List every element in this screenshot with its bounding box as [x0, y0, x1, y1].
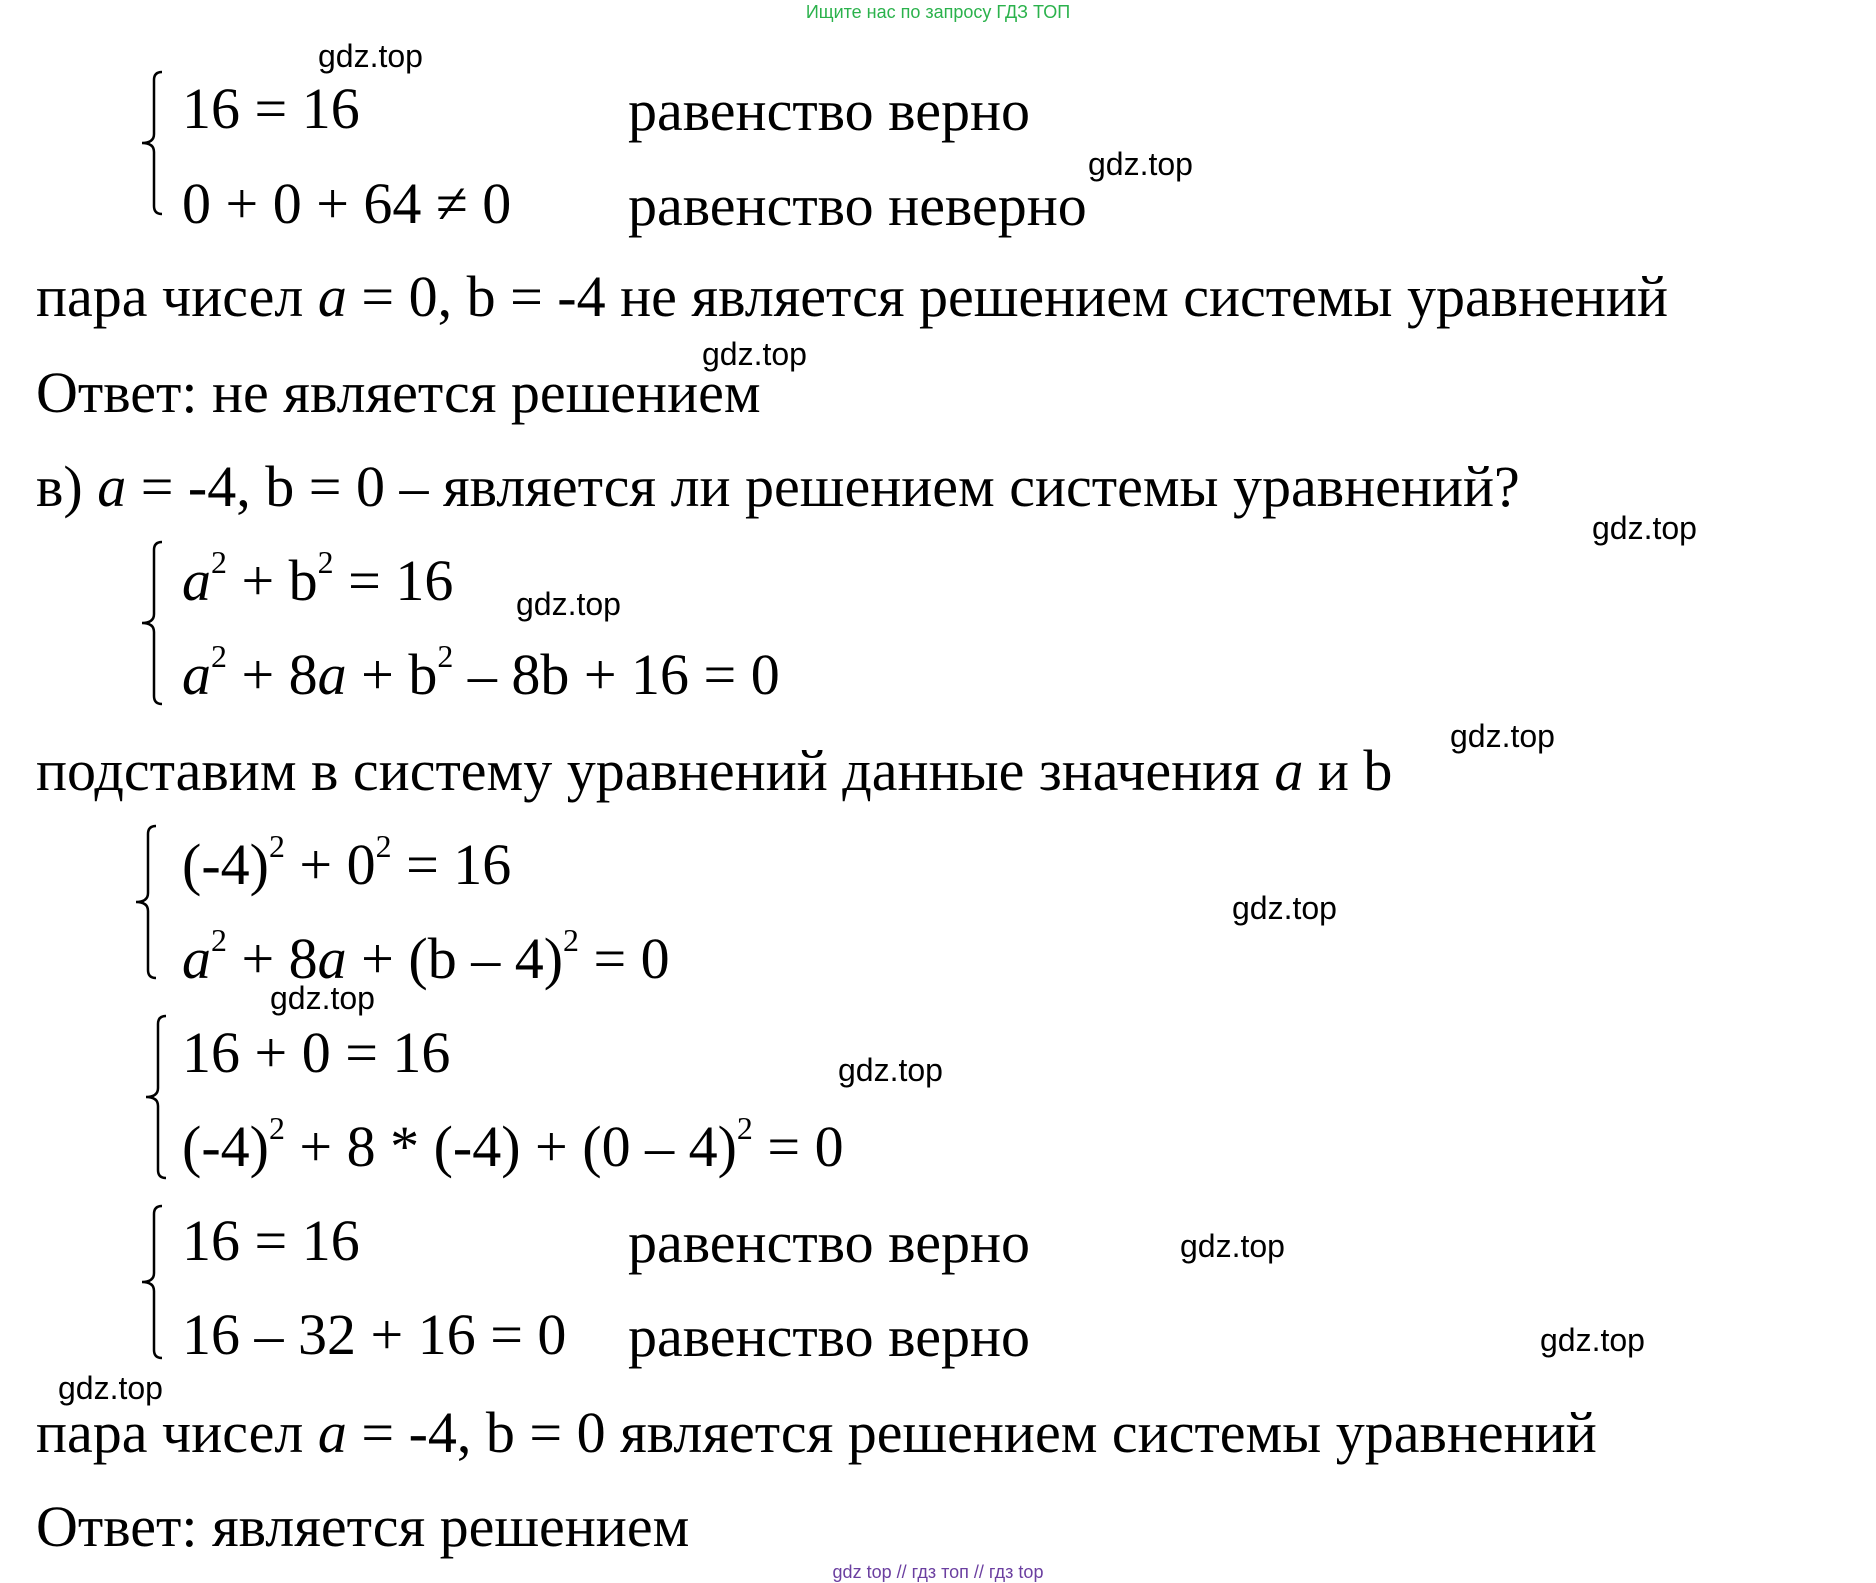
- sys1-row1-equation: 16 = 16: [182, 76, 360, 141]
- watermark: gdz.top: [702, 336, 807, 372]
- sys1-row1-note: равенство верно: [628, 78, 1030, 143]
- conclusion-2: пара чисел a = -4, b = 0 является решением системы уравнений: [36, 1400, 1597, 1465]
- watermark: gdz.top: [1232, 890, 1337, 926]
- sys5-row1-equation: 16 = 16: [182, 1208, 360, 1273]
- watermark: gdz.top: [1088, 146, 1193, 182]
- sys1-row2-note: равенство неверно: [628, 173, 1087, 238]
- sys2-row2: $a^2 + 8a + b^2 - 8b + 16 = 0$: [182, 638, 780, 707]
- sys3-row1: $(-4)^2 + 0^2 = 16$: [182, 828, 512, 897]
- footer-links[interactable]: gdz top // гдз топ // гдз top: [832, 1562, 1044, 1582]
- substitute-text: подставим в систему уравнений данные значения a и b: [36, 738, 1393, 803]
- watermark: gdz.top: [270, 980, 375, 1016]
- sys3-row2: $a^2 + 8a + (b - 4)^2 = 0$: [182, 922, 670, 991]
- watermark: gdz.top: [58, 1370, 163, 1406]
- watermark: gdz.top: [1180, 1228, 1285, 1264]
- conclusion-1: пара чисел a = 0, b = -4 не является решением системы уравнений: [36, 264, 1669, 329]
- left-brace-2: [134, 538, 166, 708]
- answer-2: Ответ: является решением: [36, 1494, 690, 1559]
- watermark: gdz.top: [1540, 1322, 1645, 1358]
- watermark: gdz.top: [838, 1052, 943, 1088]
- sys5-row1-note: равенство верно: [628, 1210, 1030, 1275]
- top-banner[interactable]: Ищите нас по запросу ГДЗ ТОП: [805, 2, 1071, 22]
- sys4-row1: 16 + 0 = 16: [182, 1020, 451, 1085]
- sys5-row2-equation: 16 – 32 + 16 = 0: [182, 1302, 567, 1367]
- left-brace-4: [138, 1012, 170, 1182]
- answer-1: Ответ: не является решением: [36, 360, 761, 425]
- sys5-row2-note: равенство верно: [628, 1304, 1030, 1369]
- left-brace-1: [134, 68, 166, 218]
- left-brace-5: [134, 1202, 166, 1362]
- sys1-row2-equation: 0 + 0 + 64 ≠ 0: [182, 171, 512, 236]
- part-v-question: в) a = -4, b = 0 – является ли решением системы уравнений?: [36, 454, 1520, 519]
- watermark: gdz.top: [318, 38, 423, 74]
- watermark: gdz.top: [1450, 718, 1555, 754]
- left-brace-3: [128, 822, 160, 982]
- sys4-row2: $(-4)^2 + 8 * (-4) + (0 - 4)^2 = 0$: [182, 1110, 844, 1179]
- watermark: gdz.top: [516, 586, 621, 622]
- sys2-row1: $a^2 + b^2 = 16$: [182, 544, 454, 613]
- watermark: gdz.top: [1592, 510, 1697, 546]
